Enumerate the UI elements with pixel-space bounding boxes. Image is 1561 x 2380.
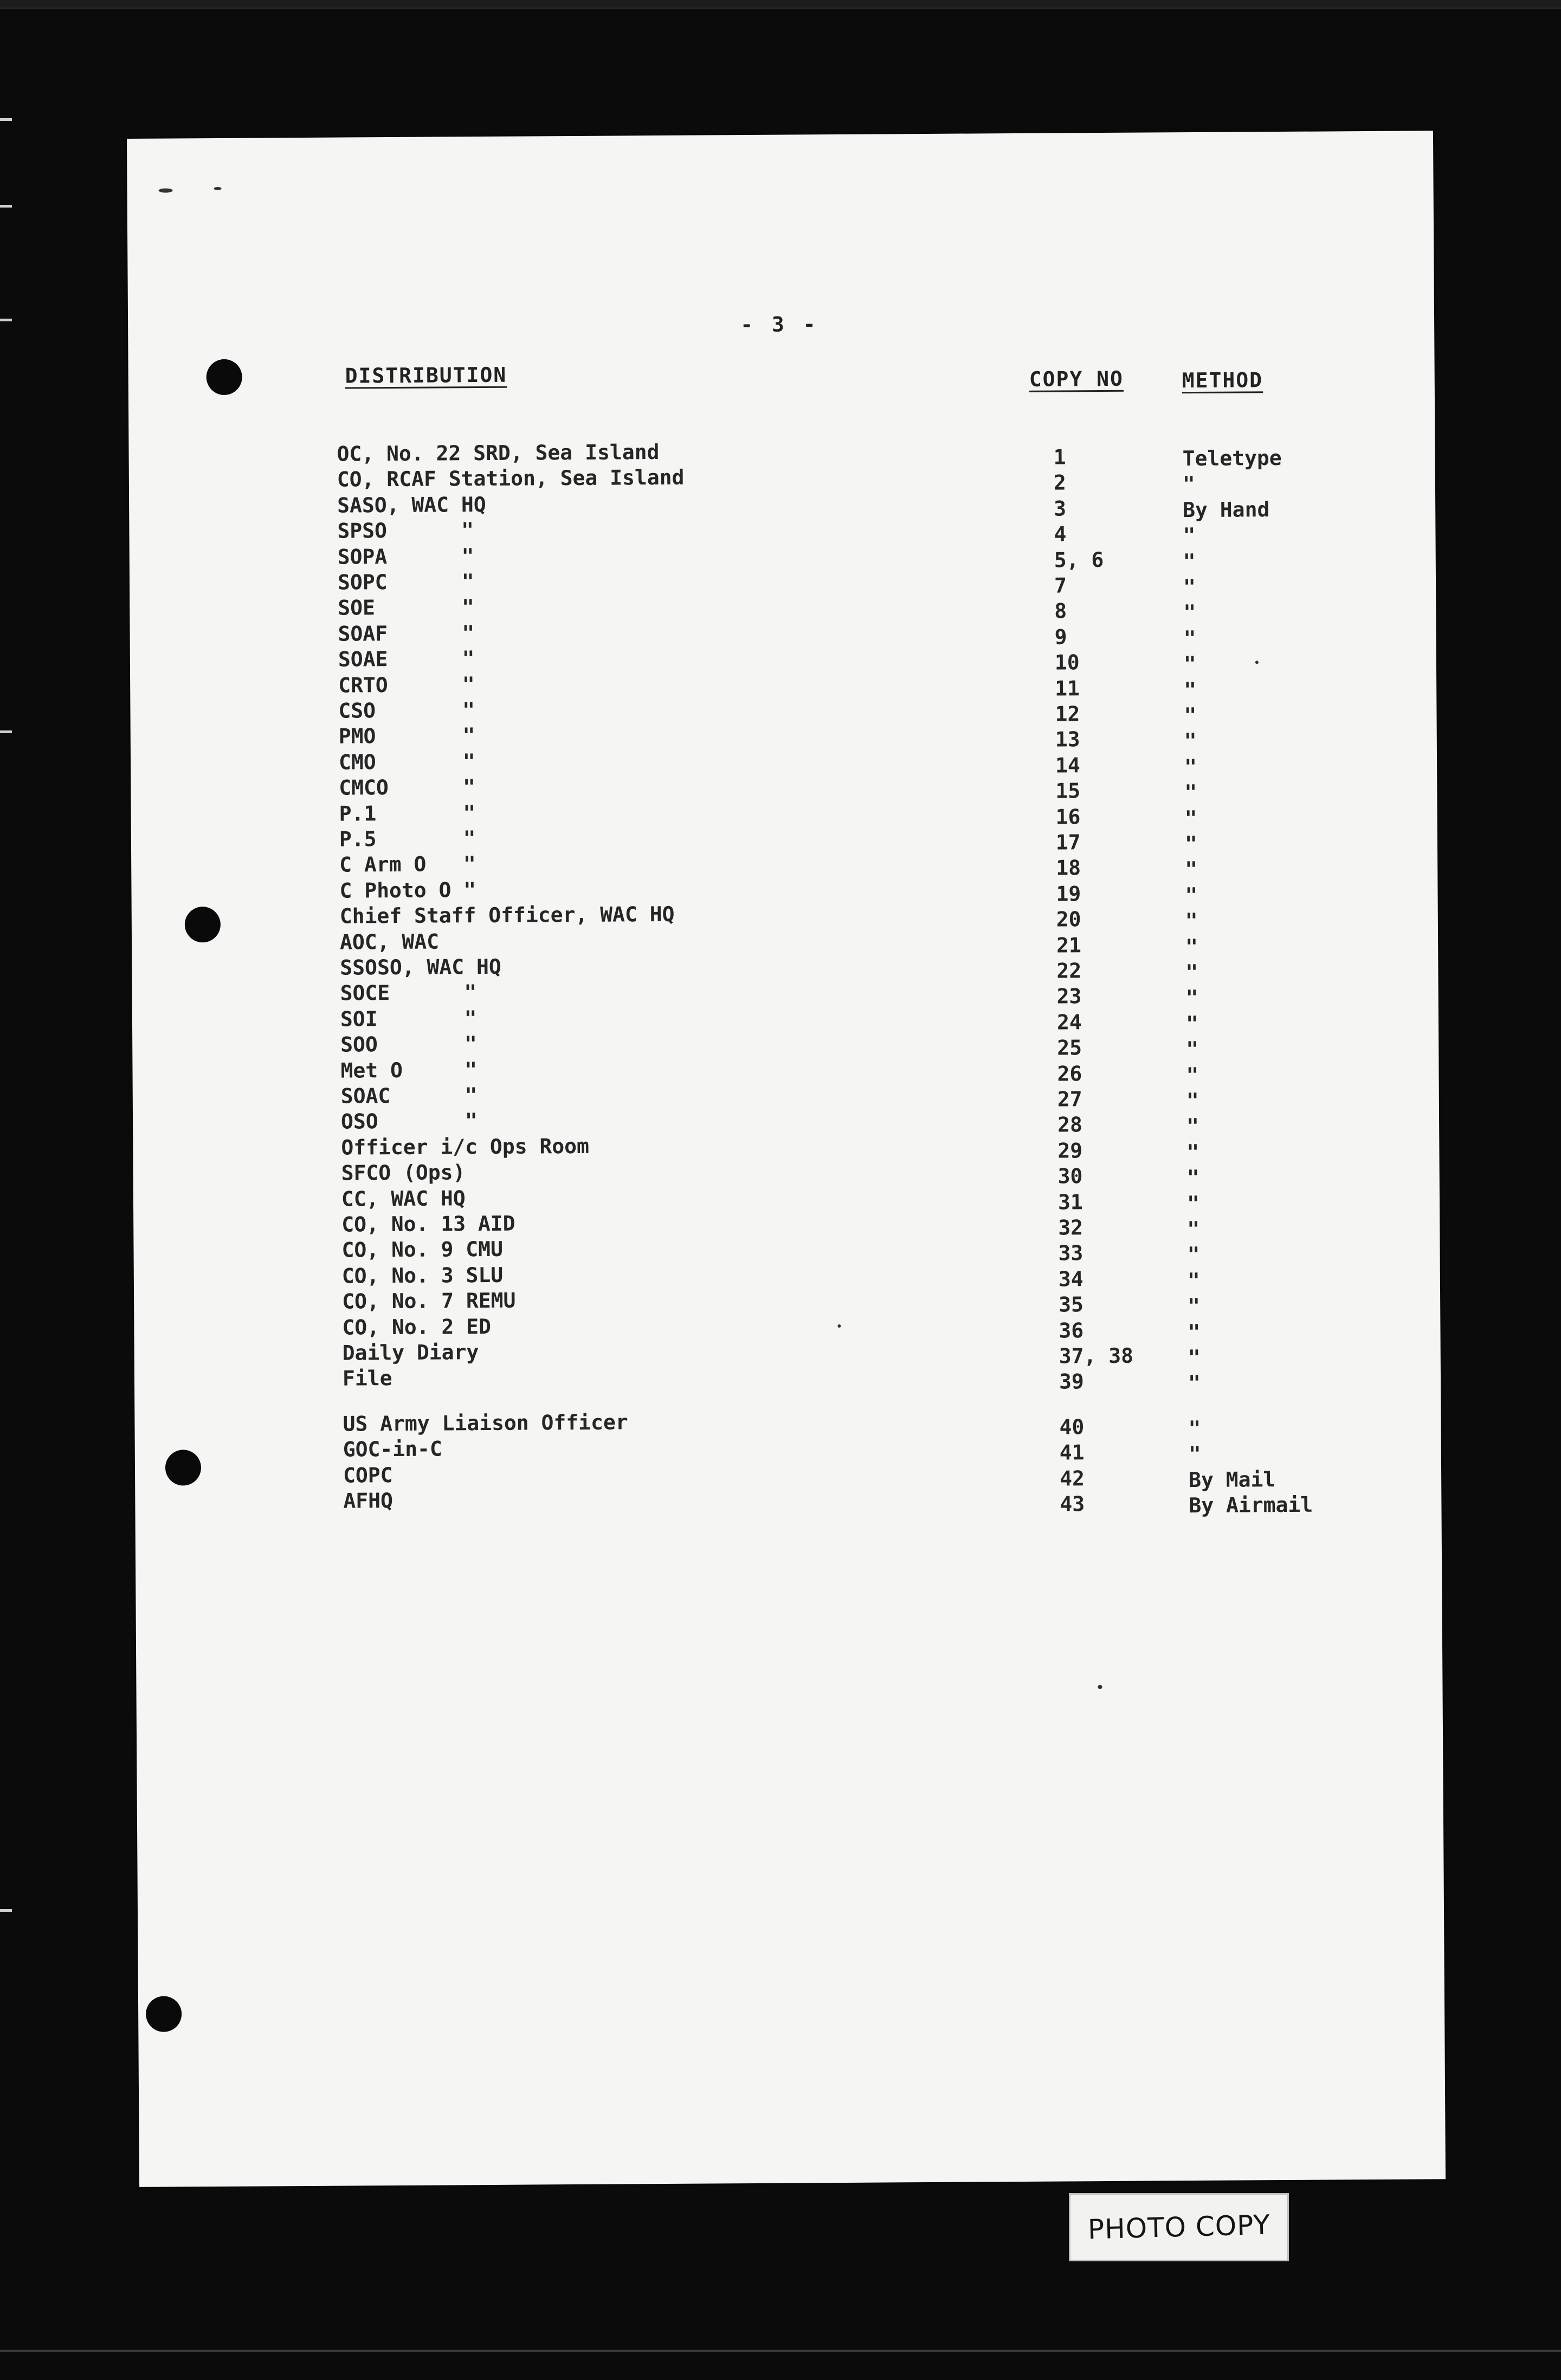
distribution-header: DISTRIBUTION bbox=[345, 363, 507, 388]
delivery-method: " bbox=[1186, 1063, 1199, 1088]
paper-speck bbox=[1255, 661, 1259, 664]
distribution-recipient: C Arm O " bbox=[339, 852, 476, 877]
delivery-method: " bbox=[1188, 1370, 1201, 1395]
distribution-recipient: OSO " bbox=[340, 1109, 478, 1134]
distribution-recipient: SSOSO, WAC HQ bbox=[340, 954, 501, 980]
distribution-recipient: SOAF " bbox=[338, 621, 475, 646]
distribution-recipient: SASO, WAC HQ bbox=[337, 492, 486, 518]
copy-number: 1 bbox=[1053, 445, 1066, 469]
delivery-method: " bbox=[1183, 549, 1196, 574]
copy-number: 20 bbox=[1056, 907, 1081, 932]
distribution-recipient: Chief Staff Officer, WAC HQ bbox=[339, 902, 675, 928]
delivery-method: " bbox=[1188, 1294, 1201, 1318]
delivery-method: " bbox=[1184, 780, 1197, 805]
delivery-method: " bbox=[1183, 574, 1196, 599]
distribution-recipient: CSO " bbox=[338, 698, 475, 723]
method-header: METHOD bbox=[1182, 368, 1263, 393]
distribution-recipient: CRTO " bbox=[338, 672, 475, 697]
distribution-recipient: SOO " bbox=[340, 1032, 478, 1057]
copy-number: 24 bbox=[1056, 1010, 1082, 1034]
copy-number: 3 bbox=[1054, 496, 1067, 521]
copy-number: 26 bbox=[1057, 1062, 1082, 1086]
punch-hole bbox=[185, 907, 221, 942]
copy-number: 21 bbox=[1056, 933, 1082, 958]
copy-number: 34 bbox=[1058, 1267, 1083, 1291]
delivery-method: " bbox=[1185, 960, 1198, 985]
distribution-recipient: CO, No. 13 AID bbox=[341, 1211, 515, 1237]
delivery-method: " bbox=[1188, 1416, 1201, 1441]
distribution-recipient: P.1 " bbox=[339, 801, 476, 826]
distribution-recipient: AFHQ bbox=[343, 1489, 394, 1513]
distribution-recipient: Met O " bbox=[340, 1058, 478, 1083]
photocopy-stamp-label: PHOTO COPY bbox=[1087, 2209, 1271, 2246]
delivery-method: " bbox=[1186, 1088, 1199, 1113]
copy-number: 31 bbox=[1057, 1190, 1083, 1214]
distribution-recipient: CMCO " bbox=[339, 775, 476, 800]
copy-number: 14 bbox=[1055, 753, 1080, 778]
delivery-method: " bbox=[1185, 985, 1198, 1010]
distribution-recipient: SPSO " bbox=[337, 518, 474, 543]
copy-number-list bbox=[1053, 443, 1178, 1516]
film-border-top bbox=[0, 0, 1561, 9]
distribution-recipient: SOPC " bbox=[337, 570, 474, 594]
distribution-recipient: SOI " bbox=[340, 1006, 477, 1031]
distribution-recipient: CO, No. 9 CMU bbox=[341, 1237, 504, 1262]
distribution-recipient: US Army Liaison Officer bbox=[343, 1410, 628, 1436]
film-tick-mark bbox=[0, 730, 12, 733]
copy-number: 7 bbox=[1054, 573, 1067, 598]
copy-number: 9 bbox=[1054, 625, 1067, 649]
distribution-recipient: GOC-in-C bbox=[343, 1437, 442, 1461]
paper-speck bbox=[159, 188, 173, 192]
distribution-recipient: SOPA " bbox=[337, 544, 474, 569]
copy-number: 15 bbox=[1055, 779, 1081, 803]
distribution-recipient: AOC, WAC bbox=[339, 929, 440, 954]
delivery-method: " bbox=[1184, 806, 1197, 831]
copy-number: 43 bbox=[1060, 1492, 1085, 1516]
delivery-method: " bbox=[1184, 703, 1197, 728]
delivery-method: " bbox=[1185, 908, 1198, 933]
delivery-method: By Hand bbox=[1183, 497, 1270, 522]
copy-no-header: COPY NO bbox=[1029, 366, 1124, 391]
copy-number: 37, 38 bbox=[1059, 1343, 1134, 1368]
copy-number: 29 bbox=[1057, 1139, 1083, 1163]
punch-hole bbox=[146, 1996, 182, 2032]
delivery-method: " bbox=[1186, 1114, 1199, 1139]
photocopy-stamp bbox=[1069, 2193, 1289, 2261]
distribution-recipient: PMO " bbox=[338, 723, 475, 748]
distribution-recipient: SOE " bbox=[338, 595, 475, 620]
delivery-method: " bbox=[1184, 831, 1198, 856]
delivery-method: By Airmail bbox=[1189, 1492, 1313, 1518]
copy-number: 35 bbox=[1059, 1292, 1084, 1317]
delivery-method: " bbox=[1184, 677, 1197, 702]
copy-number: 11 bbox=[1055, 676, 1080, 701]
paper-speck bbox=[837, 1324, 841, 1328]
copy-number: 16 bbox=[1055, 805, 1081, 829]
delivery-method: " bbox=[1185, 883, 1198, 908]
distribution-recipient: Officer i/c Ops Room bbox=[341, 1134, 590, 1160]
distribution-recipient: OC, No. 22 SRD, Sea Island bbox=[337, 440, 660, 466]
document-page bbox=[127, 131, 1446, 2187]
distribution-list bbox=[337, 437, 933, 1513]
delivery-method: " bbox=[1187, 1268, 1200, 1293]
delivery-method: " bbox=[1187, 1242, 1200, 1267]
copy-number: 41 bbox=[1059, 1440, 1085, 1465]
paper-speck bbox=[1098, 1685, 1102, 1689]
delivery-method: Teletype bbox=[1182, 445, 1282, 471]
distribution-recipient: C Photo O " bbox=[339, 878, 476, 903]
delivery-method: " bbox=[1185, 1011, 1199, 1036]
copy-number: 39 bbox=[1059, 1369, 1084, 1394]
distribution-recipient: Daily Diary bbox=[342, 1340, 479, 1365]
distribution-recipient: CC, WAC HQ bbox=[341, 1186, 466, 1211]
method-list bbox=[1182, 444, 1356, 1518]
copy-number: 13 bbox=[1055, 727, 1080, 752]
punch-hole bbox=[206, 359, 242, 395]
delivery-method: " bbox=[1188, 1345, 1201, 1370]
punch-hole bbox=[165, 1450, 201, 1485]
delivery-method: " bbox=[1186, 1037, 1199, 1062]
delivery-method: " bbox=[1186, 1191, 1200, 1216]
delivery-method: " bbox=[1183, 600, 1196, 625]
distribution-recipient: CO, No. 7 REMU bbox=[341, 1288, 516, 1314]
copy-number: 4 bbox=[1054, 522, 1067, 546]
film-border-bottom bbox=[0, 2350, 1561, 2352]
delivery-method: " bbox=[1182, 471, 1195, 496]
copy-number: 5, 6 bbox=[1054, 548, 1104, 572]
distribution-recipient: File bbox=[342, 1366, 392, 1391]
distribution-recipient: CO, No. 2 ED bbox=[342, 1314, 492, 1340]
delivery-method: " bbox=[1185, 857, 1198, 882]
delivery-method: " bbox=[1188, 1320, 1201, 1344]
delivery-method: " bbox=[1183, 651, 1196, 676]
delivery-method: " bbox=[1186, 1140, 1199, 1165]
film-tick-mark bbox=[0, 205, 12, 208]
copy-number: 10 bbox=[1054, 650, 1080, 675]
delivery-method: " bbox=[1187, 1217, 1200, 1241]
copy-number: 22 bbox=[1056, 959, 1082, 983]
copy-number: 25 bbox=[1057, 1036, 1082, 1060]
delivery-method: " bbox=[1184, 754, 1197, 779]
delivery-method: " bbox=[1186, 1165, 1199, 1190]
delivery-method: " bbox=[1188, 1441, 1201, 1466]
distribution-recipient: CO, No. 3 SLU bbox=[341, 1263, 504, 1288]
paper-speck bbox=[214, 187, 222, 190]
distribution-recipient: P.5 " bbox=[339, 826, 476, 851]
distribution-recipient: SOAE " bbox=[338, 646, 475, 671]
copy-number: 2 bbox=[1053, 470, 1066, 495]
copy-number: 28 bbox=[1057, 1113, 1083, 1137]
copy-number: 32 bbox=[1058, 1215, 1083, 1240]
distribution-recipient: CMO " bbox=[338, 749, 475, 774]
delivery-method: By Mail bbox=[1189, 1467, 1276, 1492]
copy-number: 30 bbox=[1057, 1164, 1083, 1188]
copy-number: 17 bbox=[1055, 830, 1081, 855]
copy-number: 42 bbox=[1060, 1466, 1085, 1491]
delivery-method: " bbox=[1183, 523, 1196, 548]
copy-number: 40 bbox=[1059, 1415, 1085, 1439]
copy-number: 18 bbox=[1056, 856, 1081, 880]
film-tick-mark bbox=[0, 118, 12, 121]
film-tick-mark bbox=[0, 319, 12, 321]
copy-number: 23 bbox=[1056, 984, 1082, 1008]
copy-number: 19 bbox=[1056, 882, 1081, 906]
distribution-recipient: CO, RCAF Station, Sea Island bbox=[337, 465, 685, 491]
distribution-recipient: COPC bbox=[343, 1463, 393, 1488]
film-tick-mark bbox=[0, 1909, 12, 1912]
copy-number: 12 bbox=[1055, 702, 1080, 726]
delivery-method: " bbox=[1183, 626, 1196, 651]
distribution-recipient: SOAC " bbox=[340, 1083, 478, 1108]
page-number: - 3 - bbox=[740, 312, 819, 337]
distribution-recipient: SFCO (Ops) bbox=[341, 1160, 466, 1185]
delivery-method: " bbox=[1185, 934, 1198, 959]
copy-number: 36 bbox=[1059, 1318, 1084, 1343]
copy-number: 8 bbox=[1054, 599, 1067, 623]
copy-number: 27 bbox=[1057, 1087, 1082, 1111]
distribution-recipient: SOCE " bbox=[340, 980, 477, 1005]
delivery-method: " bbox=[1184, 728, 1197, 753]
copy-number: 33 bbox=[1058, 1241, 1083, 1265]
